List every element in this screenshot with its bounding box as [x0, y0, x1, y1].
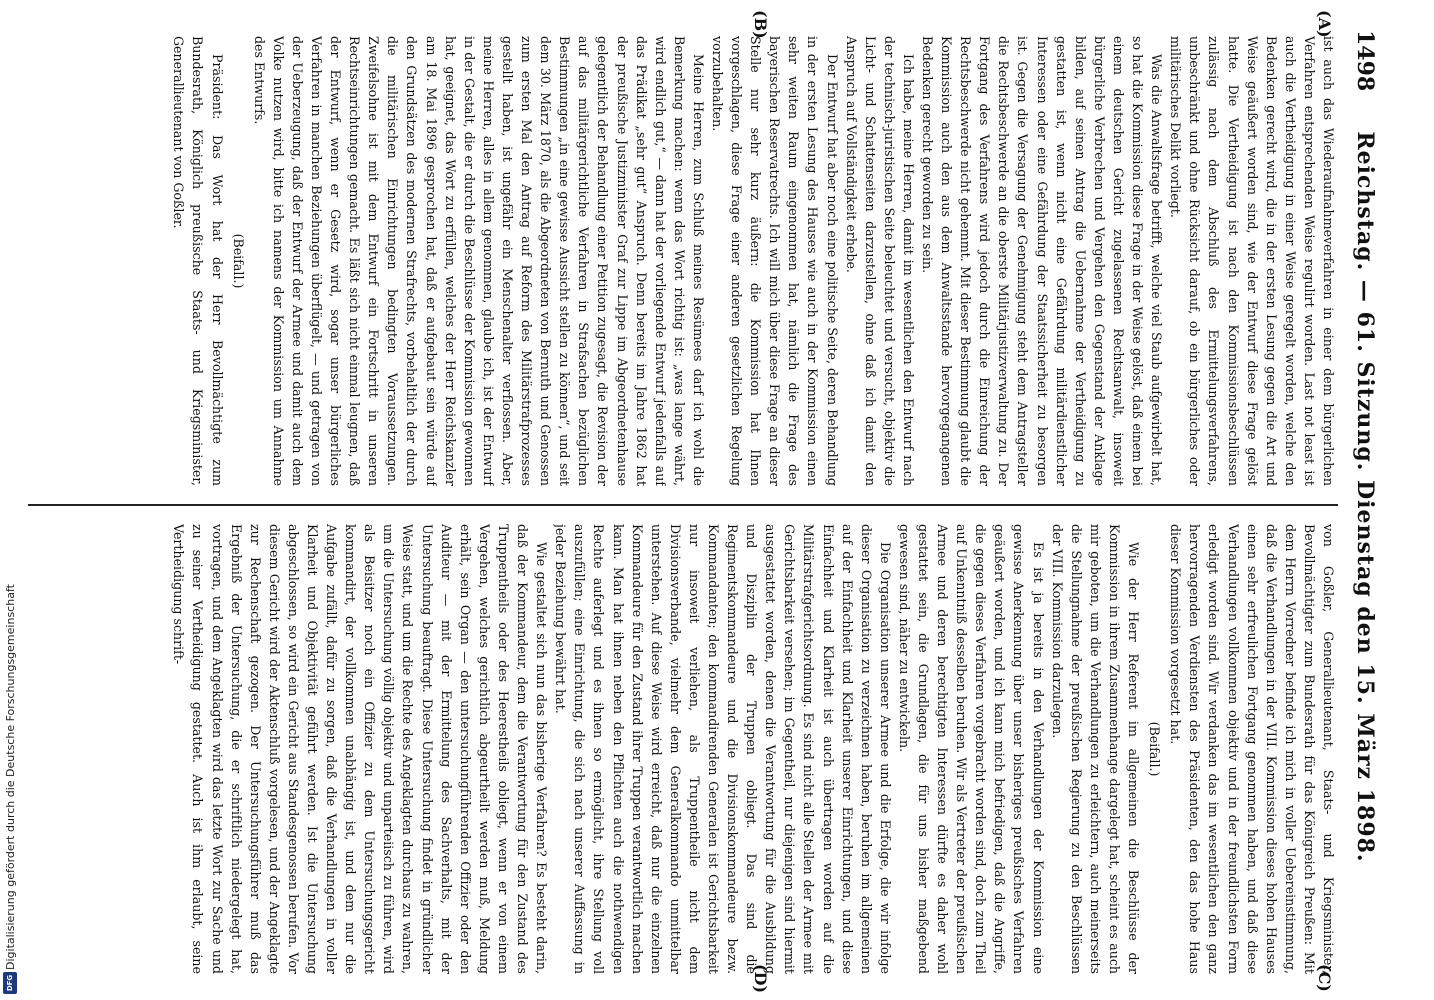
page-number: 1498 [1352, 30, 1378, 92]
margin-marker-a: (A) [1315, 10, 1334, 38]
paragraph: ist auch das Wiederaufnahmeverfahren in einer dem bürgerlichen Verfahren entsprechenden Weise regulirt worden. Last not least ist auch die Vertheidigung in einer Weise geregelt worden, welche den Bedenken gerecht wird, die in der ersten Lesung gegen die Art und Weise geäußert worden sind, wie der Entwurf diese Frage gelöst hatte. Die Vertheidigung ist nach den Kommissionsbeschlüssen zulässig nach dem Abschluß des Ermittelungsverfahrens, unbeschränkt und ohne Rücksicht darauf, ob ein bürgerliches oder militärisches Delikt vorliegt. [1168, 36, 1336, 486]
paragraph: Wie der Herr Referent im allgemeinen die Beschlüsse der Kommission in ihrem Zusammenhange dargelegt hat, scheint es auch mir geboten, um die Verhandlungen zu erleichtern, auch meinerseits die Stellungnahme der preußischen Regierung zu den Beschlüssen der VIII. Kommission darzulegen. [1049, 524, 1142, 974]
page-header [1344, 22, 1384, 972]
paragraph: Was die Anwaltsfrage betrifft, welche viel Staub aufgewirbelt hat, so hat die Kommission diese Frage in der Weise gelöst, daß einem bei einem deutschen Gericht zugelassenen Rechtsanwalt, insoweit bürgerliche Verbrechen und Vergehen den Gegenstand der Anklage bilden, auf seinen Antrag die Uebernahme der Vertheidigung zu gestatten ist, wenn nicht eine Gefährdung militärdienstlicher Interessen oder eine Gefährdung der Staatssicherheit zu besorgen ist. Gegen die Versagung der Genehmigung steht dem Antragsteller die Rechtsbeschwerde an die oberste Militärjustizverwaltung zu. Der Fortgang des Verfahrens wird jedoch durch die Einreichung der Rechtsbeschwerde nicht gehemmt. Mit dieser Bestimmung glaubt die Kommission auch den aus dem Anwaltsstande hervorgegangenen Bedenken gerecht geworden zu sein. [920, 36, 1165, 486]
margin-marker-d: (D) [751, 964, 770, 994]
paragraph: Präsident: Das Wort hat der Herr Bevollmächtigte zum Bundesrath, Königlich preußische Staats- und Kriegsminister, Generallieutenant von Goßler. [171, 36, 225, 486]
paragraph: Wie gestaltet sich nun das bisherige Verfahren? Es besteht darin, daß der Kommandeur, dem die Verantwortung für den Zustand des Truppentheils oder des Heerestheils obliegt, wenn er von einem Vergehen, welches gerichtlich abgeurtheilt werden muß, Meldung erhält, sein Organ — den untersuchungführenden Offizier oder den Auditeur — mit der Ermittelung des Sachverhalts, mit der Untersuchung beauftragt. Diese Untersuchung findet in gründlicher Weise statt, und um die Rechte des Angeklagten durchaus zu wahren, um die Untersuchung völlig objektiv und unparteiisch zu führen, wird als Beisitzer noch ein Offizier zu dem Untersuchungsgericht kommandirt, der vollkommen unabhängig ist, und dem nur die Aufgabe zufällt, dafür zu sorgen, daß die Verhandlungen in voller Klarheit und Objektivität geführt werden. Ist die Untersuchung abgeschlossen, so wird ein Gericht aus Standesgenossen berufen. Vor diesem Gericht wird der Aktenschluß vorgelesen, und der Angeklagte zur Rechenschaft gezogen. Der Untersuchungsführer muß das Ergebniß der Untersuchung, die er schriftlich niedergelegt hat, vortragen, und dem Angeklagten wird das letzte Wort zur Sache und zu seiner Vertheidigung gestattet. Auch ist ihm erlaubt, seine Vertheidigung schrift- [171, 524, 550, 974]
left-column [10, 36, 1338, 486]
paragraph: von Goßler, Generallieutenant, Staats- und Kriegsminister, Bevollmächtigter zum Bundesrath für das Königreich Preußen: Mit dem Herrn Vorredner befinde ich mich in voller Uebereinstimmung, daß die Verhandlungen in der VIII. Kommission dieses hohen Hauses einen sehr erfreulichen Fortgang genommen haben, und daß diese Verhandlungen vollkommen objektiv und in der freundlichsten Form erledigt worden sind. Wir verdanken das im wesentlichen den ganz hervorragenden Verdiensten des Präsidenten, den das hohe Haus dieser Kommission vorgesetzt hat. [1168, 524, 1336, 974]
margin-marker-b: (B) [751, 10, 770, 39]
dfg-logo-icon [3, 972, 17, 994]
paragraph: Meine Herren, zum Schluß meines Resümees darf ich wohl die Bemerkung machen: wenn das Wort richtig ist: „was lange währt, wird endlich gut,“ — dann hat der vorliegende Entwurf jedenfalls auf das Prädikat „sehr gut“ Anspruch. Denn bereits im Jahre 1862 hat der preußische Justizminister Graf zur Lippe im Abgeordnetenhause gelegentlich der Behandlung einer Petition zugesagt, die Revision der auf das militärgerichtliche Verfahren in Strafsachen bezüglichen Bestimmungen „in eine gewisse Aussicht stellen zu können“, und seit dem 30. März 1870, als die Abgeordneten von Bernuth und Genossen zum ersten Mal den Antrag auf Reform des Militärstrafprozesses gestellt haben, ist ungefähr ein Menschenalter verflossen. Aber, meine Herren, alles in allem genommen, glaube ich, ist der Entwurf in der Gestalt, die er durch die Beschlüsse der Kommission gewonnen hat, geeignet, das Wort zu erfüllen, welches der Herr Reichskanzler am 18. Mai 1896 gesprochen hat, daß er aufgebaut sein würde auf den Grundsätzen des modernen Strafrechts, vorbehaltlich der durch die militärischen Einrichtungen bedingten Voraussetzungen. Zweifelsohne ist mit dem Entwurf ein Fortschritt in unseren Rechtseinrichtungen gemacht. Es läßt sich nicht einmal leugnen, daß der Entwurf, wenn er Gesetz wird, sogar unser bürgerliches Verfahren in manchen Beziehungen überflügelt, — und getragen von der Ueberzeugung, daß der Entwurf der Armee und damit auch dem Volke nutzen wird, bitte ich namens der Kommission um Annahme des Entwurfs. [251, 36, 706, 486]
paragraph: Es ist ja bereits in den Verhandlungen der Kommission eine gewisse Anerkennung über unser bisheriges preußisches Verfahren geäußert worden, und ich kann mich befriedigen, daß die Angriffe, die gegen dieses Verfahren vorgebracht worden sind, doch zum Theil auf Unkenntniß desselben beruhen. Wir als Vertreter der preußischen Armee und deren berechtigten Interessen dürfte es daher wohl gestattet sein, die Grundlagen, die für uns bisher maßgebend gewesen sind, näher zu entwickeln. [896, 524, 1046, 974]
column-divider [28, 504, 1338, 506]
paragraph: Ich habe, meine Herren, damit im wesentlichen den Entwurf nach der technisch-juristischen Seite beleuchtet und versucht, objektiv die Licht- und Schattenseiten darzustellen, ohne daß ich damit den Anspruch auf Vollständigkeit erhebe. [843, 36, 916, 486]
paragraph: Der Entwurf hat aber noch eine politische Seite, deren Behandlung in der ersten Lesung des Hauses wie auch in der Kommission einen sehr weiten Raum eingenommen hat, nämlich die Frage des bayerischen Reservatrechts. Ich will mich über diese Frage an dieser Stelle nur sehr kurz äußern: die Kommission hat Ihnen vorgeschlagen, diese Frage einer anderen gesetzlichen Regelung vorzubehalten. [710, 36, 840, 486]
page-title: Reichstag. — 61. Sitzung. Dienstag den 15. März 1898. [1352, 131, 1378, 863]
digitization-footer [2, 0, 18, 1000]
applause-note: (Beifall.) [1147, 721, 1163, 777]
funding-note: Digitalisierung gefördert durch die Deutsche Forschungsgemeinschaft [4, 584, 17, 970]
applause-note: (Beifall.) [230, 233, 246, 289]
paragraph: Die Organisation unserer Armee und die Erfolge, die wir infolge dieser Organisation zu verzeichnen haben, beruhen im allgemeinen auf der Einfachheit und Klarheit unserer Einrichtungen, und diese Einfachheit und Klarheit ist auch übertragen worden auf die Militärstrafgerichtsordnung. Es sind nicht alle Stellen der Armee mit Gerichtsbarkeit versehen; im Gegentheil, nur diejenigen sind hiermit ausgestattet worden, denen die Verantwortung für die Ausbildung und Disziplin der Truppen obliegt. Das sind die Regimentskommandeure und die Divisionskommandeure bezw. Kommandanten; den kommandirenden Generalen ist Gerichtsbarkeit nur insoweit verliehen, als Truppentheile nicht dem Divisionsverbande, vielmehr dem Generalkommando unmittelbar unterstehen. Auf diese Weise wird erreicht, daß nur die einzelnen Kommandeure für den Zustand ihrer Truppen verantwortlich machen kann. Man hat ihnen neben den Pflichten auch die nothwendigen Rechte auferlegt und es ihnen so ermöglicht, ihre Stellung voll auszufüllen; eine Einrichtung, die sich nach unserer Auffassung in jeder Beziehung bewährt hat. [553, 524, 893, 974]
margin-marker-c: (C) [1315, 964, 1334, 992]
dfg-logo-label: DFG [6, 974, 14, 992]
document-page [0, 4, 1390, 994]
right-column [10, 524, 1338, 974]
